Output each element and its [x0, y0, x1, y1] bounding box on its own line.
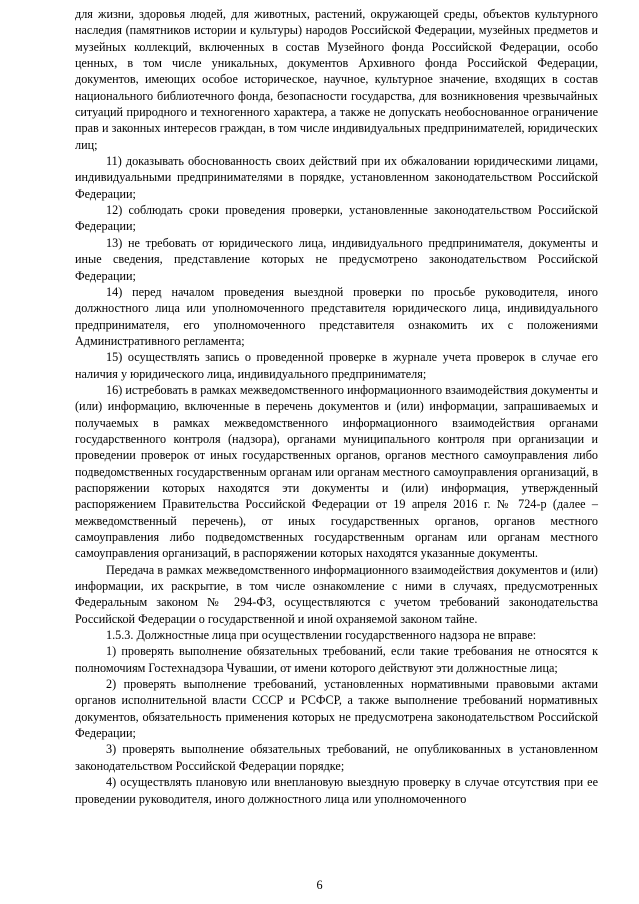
paragraph-prohibition-1: 1) проверять выполнение обязательных требований, если такие требования не относятся к полномочиям Гостехнадзора Чувашии, от имени которого действуют эти должностные лица;	[75, 644, 598, 675]
paragraph-item-14: 14) перед началом проведения выездной проверки по просьбе руководителя, иного должностного лица или уполномоченного представителя юридического лица, индивидуального предпринимателя, его уполномоченного представителя ознакомить их с положениями Административного регламента;	[75, 284, 598, 348]
paragraph-transfer-info: Передача в рамках межведомственного информационного взаимодействия документов и (или) информации, их раскрытие, в том числе ознакомление с ними в случаях, предусмотренных Федеральным законом № 294-ФЗ, осуществляются с учетом требований законодательства Российской Федерации о государственной и иной охраняемой законом тайне.	[75, 562, 598, 626]
paragraph-item-15: 15) осуществлять запись о проведенной проверке в журнале учета проверок в случае его наличия у юридического лица, индивидуального предпринимателя;	[75, 350, 598, 381]
paragraph-prohibition-2: 2) проверять выполнение требований, установленных нормативными правовыми актами органов исполнительной власти СССР и РСФСР, а также выполнение требований нормативных документов, обязательность применения которых не предусмотрена законодательством Российской Федерации;	[75, 677, 598, 741]
paragraph-item-13: 13) не требовать от юридического лица, индивидуального предпринимателя, документы и иные сведения, представление которых не предусмотрено законодательством Российской Федерации;	[75, 235, 598, 283]
paragraph-continuation: для жизни, здоровья людей, для животных, растений, окружающей среды, объектов культурного наследия (памятников истории и культуры) народов Российской Федерации, музейных предметов и музейных коллекций, включенных в состав Музейного фонда Российской Федерации, особо ценных, в том числе уникальных, документов Архивного фонда Российской Федерации, документов, имеющих особое историческое, научное, культурное значение, входящих в состав национального библиотечного фонда, безопасности государства, для возникновения чрезвычайных ситуаций природного и техногенного характера, а также не допускать необоснованное ограничение прав и законных интересов граждан, в том числе индивидуальных предпринимателей, юридических лиц;	[75, 7, 598, 152]
paragraph-item-11: 11) доказывать обоснованность своих действий при их обжаловании юридическими лицами, индивидуальными предпринимателями в порядке, установленном законодательством Российской Федерации;	[75, 154, 598, 201]
body-text	[75, 6, 598, 807]
paragraph-item-12: 12) соблюдать сроки проведения проверки, установленные законодательством Российской Федерации;	[75, 203, 598, 234]
paragraph-prohibition-4: 4) осуществлять плановую или внеплановую выездную проверку в случае отсутствия при ее проведении руководителя, иного должностного лица или уполномоченного	[75, 775, 598, 806]
paragraph-prohibition-3: 3) проверять выполнение обязательных требований, не опубликованных в установленном законодательством Российской Федерации порядке;	[75, 742, 598, 773]
paragraph-item-16: 16) истребовать в рамках межведомственного информационного взаимодействия документы и (или) информацию, включенные в перечень документов и (или) информации, запрашиваемых и получаемых в рамках межведомственного информационного взаимодействия органами государственного контроля (надзора), органами муниципального контроля при организации и проведении проверок от иных государственных органов, органов местного самоуправления либо подведомственных государственным органам или органам местного самоуправления организаций, в распоряжении которых находятся эти документы и (или) информация, утвержденный распоряжением Правительства Российской Федерации от 19 апреля 2016 г. № 724-р (далее – межведомственный перечень), от иных государственных органов, органов местного самоуправления либо подведомственных государственным органам или органам местного самоуправления организаций, в распоряжении которых находятся указанные документы.	[75, 382, 598, 561]
paragraph-section-1-5-3: 1.5.3. Должностные лица при осуществлении государственного надзора не вправе:	[106, 628, 537, 643]
page-number: 6	[316, 878, 323, 892]
